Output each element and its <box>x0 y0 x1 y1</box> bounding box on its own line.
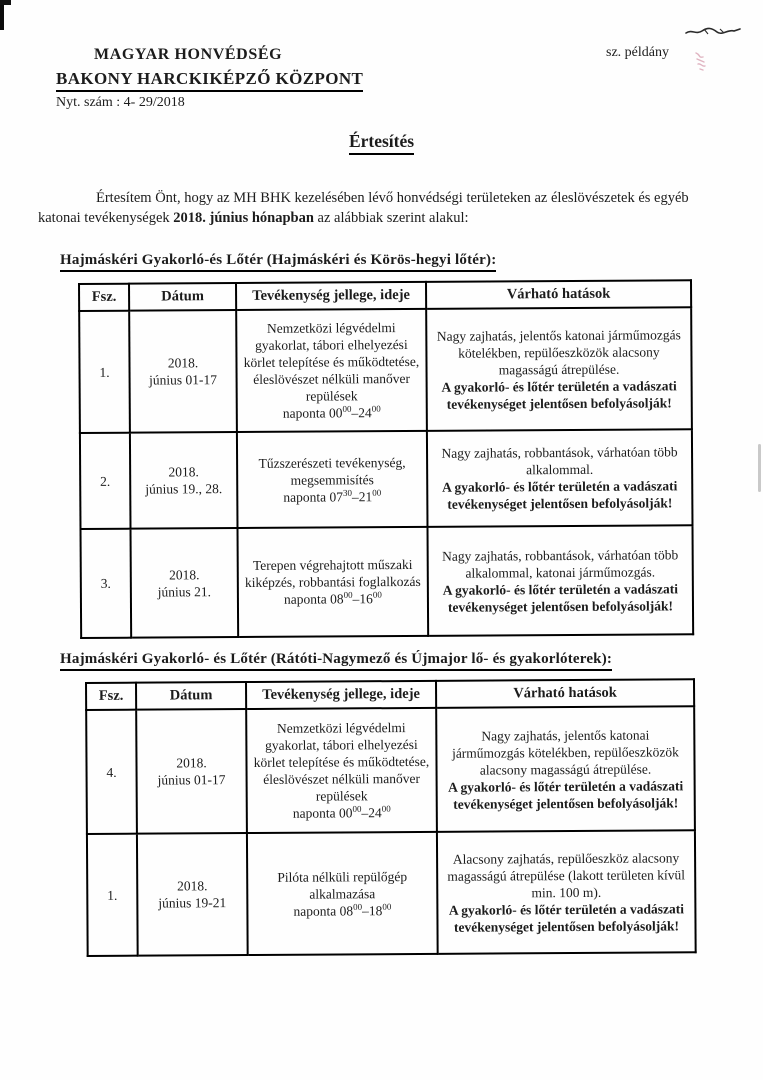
datum-days: június 21. <box>157 583 212 600</box>
effects-cell <box>427 525 693 636</box>
intro-month-bold: 2018. június hónapban <box>173 210 314 226</box>
col-header-effects: Várható hatások <box>426 280 691 309</box>
table-header-row <box>79 280 691 311</box>
effects-text: Nagy zajhatás, jelentős katonai járműmozgás kötelékben, repülőeszközök alacsony magasságú átrepülése. <box>451 727 679 778</box>
time-text: –24 <box>361 805 382 821</box>
time-text: –24 <box>351 405 372 421</box>
time-superscript: 00 <box>342 403 352 414</box>
activities-table-2 <box>85 678 697 957</box>
datum-cell <box>131 528 239 638</box>
effects-warning: A gyakorló- és lőtér területén a vadászati tevékenységet jelentősen befolyásolják! <box>441 377 677 412</box>
effects-text: Alacsony zajhatás, repülőeszköz alacsony magasságú átrepülése (lakott területen kívül min. 100 m). <box>447 849 686 900</box>
col-header-effects: Várható hatások <box>436 679 694 708</box>
time-text: –16 <box>352 591 373 607</box>
datum-year: 2018. <box>177 878 208 894</box>
time-text: –21 <box>351 488 373 504</box>
table-header-row <box>86 679 694 710</box>
col-header-fsz: Fsz. <box>79 284 129 311</box>
intro-text-2: az alábbiak szerint alakul: <box>313 210 469 226</box>
effects-cell <box>427 429 693 527</box>
registry-number: Nyt. szám : 4- 29/2018 <box>56 95 185 110</box>
datum-year: 2018. <box>169 566 200 582</box>
activity-cell <box>236 309 427 432</box>
time-text: –18 <box>362 902 383 918</box>
datum-cell <box>129 310 237 433</box>
time-superscript: 30 <box>342 487 353 498</box>
table-row <box>81 525 694 638</box>
datum-days: június 19., 28. <box>145 481 223 497</box>
section-2-heading: Hajmáskéri Gyakorló- és Lőtér (Rátóti-Nagymező és Újmajor lő- és gyakorlóterek): <box>60 651 612 671</box>
activities-table-1 <box>78 279 694 639</box>
handwritten-squiggle-mark <box>684 20 742 40</box>
intro-paragraph <box>38 188 733 228</box>
datum-days: június 01-17 <box>149 372 218 388</box>
time-superscript: 00 <box>372 487 382 498</box>
table-row <box>79 307 692 433</box>
col-header-datum: Dátum <box>129 283 236 311</box>
effects-warning: A gyakorló- és lőtér területén a vadászati tevékenységet jelentősen befolyásolják! <box>447 777 684 812</box>
copy-number-label: sz. példány <box>606 45 669 60</box>
title-row <box>0 131 763 155</box>
table-row <box>86 706 695 834</box>
org-name-line1: MAGYAR HONVÉDSÉG <box>94 46 283 63</box>
org-name-line2: BAKONY HARCKIKÉPZŐ KÖZPONT <box>56 69 363 92</box>
fsz-cell: 2. <box>80 433 131 529</box>
faint-red-stamp-mark <box>692 49 716 73</box>
datum-year: 2018. <box>176 755 207 771</box>
effects-warning: A gyakorló- és lőtér területén a vadászati tevékenységet jelentősen befolyásolják! <box>442 580 679 615</box>
activity-text: Pilóta nélküli repülőgép alkalmazása <box>277 868 408 902</box>
time-text: naponta 08 <box>283 591 344 607</box>
time-superscript: 00 <box>371 403 381 414</box>
time-text: naponta 00 <box>292 805 353 821</box>
datum-cell <box>137 833 248 956</box>
time-text: naponta 00 <box>282 405 343 421</box>
activity-cell <box>237 527 428 637</box>
activity-cell <box>247 832 438 955</box>
activity-time <box>245 590 421 608</box>
time-superscript: 00 <box>352 803 362 814</box>
effects-cell <box>437 830 696 954</box>
scan-edge-artifact <box>0 0 11 5</box>
time-text: naponta 07 <box>283 488 344 505</box>
effects-warning: A gyakorló- és lőtér területén a vadászati tevékenységet jelentősen befolyásolják! <box>448 900 685 935</box>
section-1-heading: Hajmáskéri Gyakorló-és Lőtér (Hajmáskéri és Körös-hegyi lőtér): <box>60 252 496 272</box>
activity-time <box>254 901 430 919</box>
time-superscript: 00 <box>372 589 382 600</box>
activity-text: Nemzetközi légvédelmi gyakorlat, tábori elhelyezési körlet telepítése és működtetése, éleslövészet nélküli manőver repülések <box>253 720 430 804</box>
fsz-cell: 4. <box>86 710 137 834</box>
fsz-cell: 1. <box>87 834 138 956</box>
datum-cell <box>136 709 247 834</box>
activity-time <box>244 487 420 505</box>
fsz-cell: 3. <box>81 529 132 638</box>
datum-days: június 19-21 <box>158 895 227 911</box>
fsz-cell: 1. <box>79 311 130 433</box>
intro-text-1: Értesítem Önt, hogy az MH BHK kezelésében lévő honvédségi területeken az éleslövészetek és egyéb katonai tevékenységek <box>38 190 689 226</box>
datum-days: június 01-17 <box>157 772 226 788</box>
activity-text: Nemzetközi légvédelmi gyakorlat, tábori elhelyezési körlet telepítése és működtetése, éleslövészet nélküli manőver repülések <box>243 320 420 404</box>
time-superscript: 00 <box>382 901 392 912</box>
activity-time <box>254 804 430 822</box>
effects-cell <box>426 307 692 431</box>
activity-text: Terepen végrehajtott műszaki kiképzés, robbantási foglalkozás <box>244 556 421 590</box>
time-superscript: 00 <box>381 803 391 814</box>
table-row <box>80 429 693 529</box>
document-title: Értesítés <box>349 131 414 155</box>
activity-time <box>244 404 420 422</box>
col-header-datum: Dátum <box>136 682 246 710</box>
time-superscript: 00 <box>343 589 353 600</box>
effects-cell <box>436 706 695 832</box>
datum-year: 2018. <box>167 355 199 371</box>
col-header-activity: Tevékenység jellege, ideje <box>236 282 426 310</box>
effects-warning: A gyakorló- és lőtér területén a vadászati tevékenységet jelentősen befolyásolják! <box>442 478 678 512</box>
activity-cell <box>246 708 437 833</box>
effects-text: Nagy zajhatás, jelentős katonai járműmozgás kötelékben, repülőeszközök alacsony magasságú átrepülése. <box>436 326 681 377</box>
scan-edge-artifact <box>758 444 761 492</box>
time-text: naponta 08 <box>293 902 354 919</box>
col-header-activity: Tevékenység jellege, ideje <box>246 681 436 709</box>
effects-text: Nagy zajhatás, robbantások, várhatóan több alkalommal. <box>441 444 678 478</box>
datum-cell <box>130 432 238 529</box>
datum-year: 2018. <box>168 464 199 480</box>
effects-text: Nagy zajhatás, robbantások, várhatóan több alkalommal, katonai járműmozgás. <box>442 546 679 581</box>
time-superscript: 00 <box>353 901 363 912</box>
col-header-fsz: Fsz. <box>86 683 136 710</box>
activity-text: Tűzszerészeti tevékenység, megsemmisítés <box>258 454 406 488</box>
activity-cell <box>237 431 428 528</box>
table-row <box>87 830 696 956</box>
